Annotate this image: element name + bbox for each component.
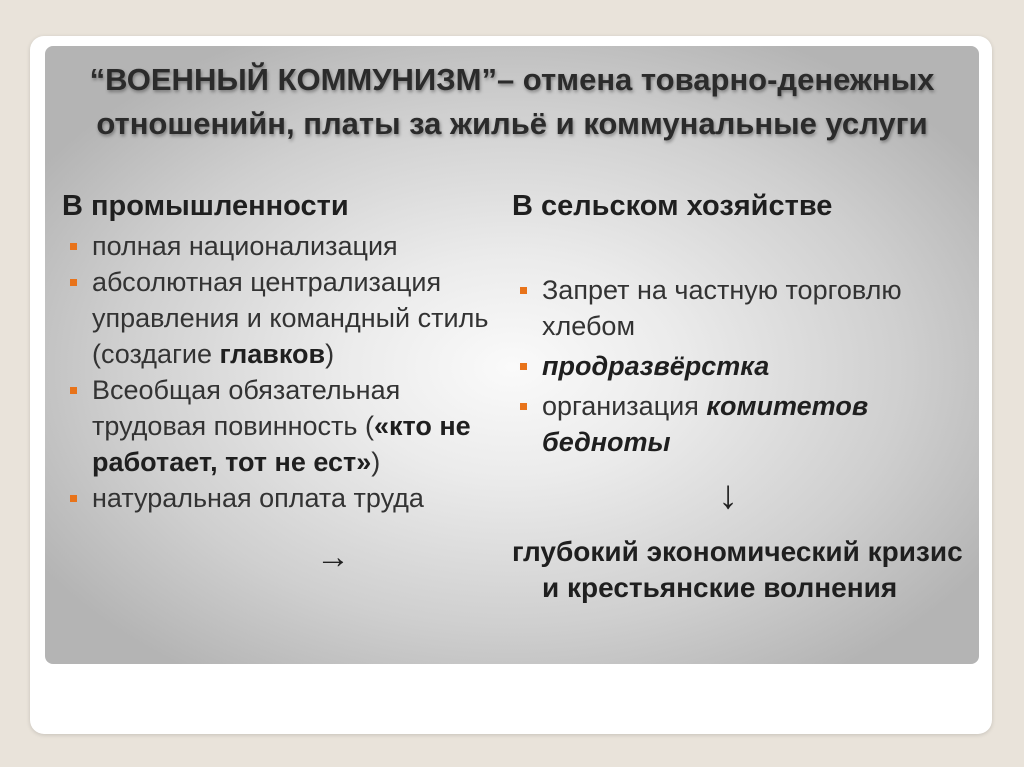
bullet-marker [70, 495, 77, 502]
left-bullet-list [62, 228, 502, 516]
bullet-marker [520, 403, 527, 410]
bullet-marker [520, 287, 527, 294]
left-column-heading: В промышленности [62, 190, 349, 222]
bullet-marker [520, 363, 527, 370]
list-item: продразвёрстка [512, 348, 952, 384]
list-item: Запрет на частную торговлю хлебом [512, 272, 952, 344]
right-arrow-icon: → [316, 538, 350, 576]
list-item: полная национализация [62, 228, 502, 264]
list-item: абсолютная централизация управления и командный стиль (создагие главков) [62, 264, 502, 372]
right-bullet-list [512, 272, 952, 460]
list-item: натуральная оплата труда [62, 480, 502, 516]
conclusion-text: глубокий экономический кризис и крестьянские волнения [512, 536, 963, 603]
bullet-marker [70, 387, 77, 394]
bullet-marker [70, 279, 77, 286]
list-item: Всеобщая обязательная трудовая повинность («кто не работает, тот не ест») [62, 372, 502, 480]
right-column-heading: В сельском хозяйстве [512, 190, 833, 222]
slide-title: “ВОЕННЫЙ КОММУНИЗМ”– отмена товарно-денежных отношенийн, платы за жильё и коммунальные услуги [89, 62, 935, 141]
bullet-marker [70, 243, 77, 250]
down-arrow-icon: ↓ [718, 473, 738, 517]
list-item: организация комитетов бедноты [512, 388, 952, 460]
